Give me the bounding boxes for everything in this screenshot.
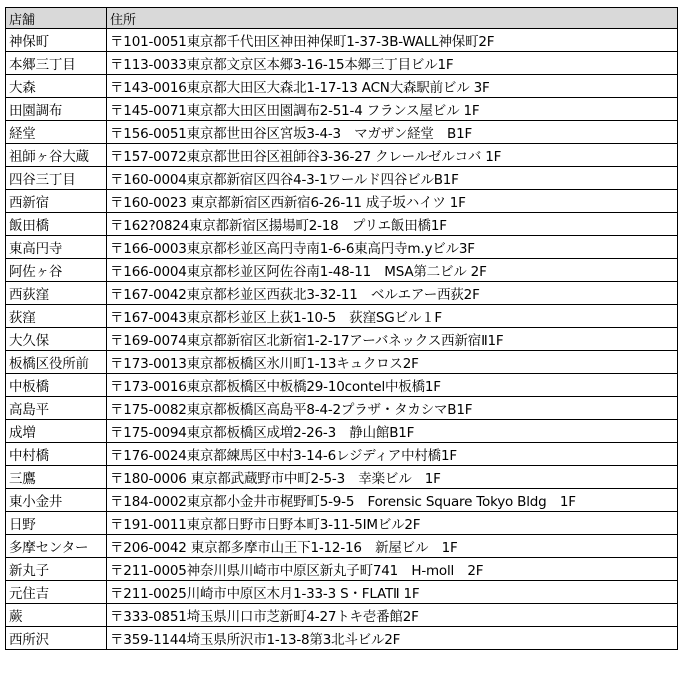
table-row <box>6 282 678 305</box>
address-cell: 〒160-0023 東京都新宿区西新宿6-26-11 成子坂ハイツ 1F <box>107 190 678 213</box>
table-row <box>6 627 678 650</box>
store-name-cell: 祖師ヶ谷大蔵 <box>6 144 107 167</box>
address-cell: 〒169-0074東京都新宿区北新宿1-2-17アーバネックス西新宿Ⅱ1F <box>107 328 678 351</box>
header-row <box>6 8 678 29</box>
header-store: 店舗 <box>6 8 107 29</box>
address-cell: 〒175-0094東京都板橋区成増2-26-3 静山館B1F <box>107 420 678 443</box>
address-cell: 〒157-0072東京都世田谷区祖師谷3-36-27 クレールゼルコバ 1F <box>107 144 678 167</box>
store-name-cell: 東高円寺 <box>6 236 107 259</box>
address-cell: 〒166-0004東京都杉並区阿佐谷南1-48-11 MSA第二ビル 2F <box>107 259 678 282</box>
address-cell: 〒145-0071東京都大田区田園調布2-51-4 フランス屋ビル 1F <box>107 98 678 121</box>
address-cell: 〒180-0006 東京都武蔵野市中町2-5-3 幸楽ビル 1F <box>107 466 678 489</box>
store-name-cell: 日野 <box>6 512 107 535</box>
address-cell: 〒113-0033東京都文京区本郷3-16-15本郷三丁目ビル1F <box>107 52 678 75</box>
store-name-cell: 大久保 <box>6 328 107 351</box>
store-address-sheet <box>5 7 678 650</box>
address-cell: 〒160-0004東京都新宿区四谷4-3-1ワールド四谷ビルB1F <box>107 167 678 190</box>
table-header <box>6 8 678 29</box>
store-name-cell: 荻窪 <box>6 305 107 328</box>
table-row <box>6 420 678 443</box>
table-row <box>6 397 678 420</box>
header-address: 住所 <box>107 8 678 29</box>
table-row <box>6 305 678 328</box>
address-cell: 〒162?0824東京都新宿区揚場町2-18 プリエ飯田橋1F <box>107 213 678 236</box>
table-row <box>6 190 678 213</box>
address-cell: 〒333-0851埼玉県川口市芝新町4-27トキ壱番館2F <box>107 604 678 627</box>
table-row <box>6 581 678 604</box>
table-row <box>6 466 678 489</box>
table-row <box>6 604 678 627</box>
address-cell: 〒173-0013東京都板橋区氷川町1-13キュクロス2F <box>107 351 678 374</box>
store-name-cell: 田園調布 <box>6 98 107 121</box>
store-name-cell: 阿佐ヶ谷 <box>6 259 107 282</box>
table-row <box>6 351 678 374</box>
address-cell: 〒167-0042東京都杉並区西荻北3-32-11 ベルエアー西荻2F <box>107 282 678 305</box>
store-name-cell: 経堂 <box>6 121 107 144</box>
address-cell: 〒175-0082東京都板橋区高島平8-4-2プラザ・タカシマB1F <box>107 397 678 420</box>
table-row <box>6 328 678 351</box>
table-row <box>6 443 678 466</box>
store-name-cell: 東小金井 <box>6 489 107 512</box>
store-name-cell: 高島平 <box>6 397 107 420</box>
address-cell: 〒166-0003東京都杉並区高円寺南1-6-6東高円寺m.yビル3F <box>107 236 678 259</box>
table-row <box>6 52 678 75</box>
address-cell: 〒167-0043東京都杉並区上荻1-10-5 荻窪SGビル１F <box>107 305 678 328</box>
store-name-cell: 新丸子 <box>6 558 107 581</box>
store-address-table <box>5 7 678 650</box>
address-cell: 〒101-0051東京都千代田区神田神保町1-37-3B-WALL神保町2F <box>107 29 678 52</box>
table-row <box>6 259 678 282</box>
table-row <box>6 121 678 144</box>
address-cell: 〒184-0002東京都小金井市梶野町5-9-5 Forensic Square Tokyo Bldg 1F <box>107 489 678 512</box>
address-cell: 〒143-0016東京都大田区大森北1-17-13 ACN大森駅前ビル 3F <box>107 75 678 98</box>
store-name-cell: 元住吉 <box>6 581 107 604</box>
store-name-cell: 中板橋 <box>6 374 107 397</box>
address-cell: 〒206-0042 東京都多摩市山王下1-12-16 新屋ビル 1F <box>107 535 678 558</box>
table-row <box>6 167 678 190</box>
table-row <box>6 236 678 259</box>
table-row <box>6 489 678 512</box>
store-name-cell: 本郷三丁目 <box>6 52 107 75</box>
table-row <box>6 558 678 581</box>
address-cell: 〒156-0051東京都世田谷区宮坂3-4-3 マガザン経堂 B1F <box>107 121 678 144</box>
store-name-cell: 四谷三丁目 <box>6 167 107 190</box>
address-cell: 〒173-0016東京都板橋区中板橋29-10contel中板橋1F <box>107 374 678 397</box>
table-row <box>6 512 678 535</box>
table-body <box>6 29 678 650</box>
table-row <box>6 535 678 558</box>
store-name-cell: 飯田橋 <box>6 213 107 236</box>
store-name-cell: 西荻窪 <box>6 282 107 305</box>
table-row <box>6 98 678 121</box>
table-row <box>6 75 678 98</box>
address-cell: 〒176-0024東京都練馬区中村3-14-6レジディア中村橋1F <box>107 443 678 466</box>
store-name-cell: 蕨 <box>6 604 107 627</box>
store-name-cell: 西新宿 <box>6 190 107 213</box>
store-name-cell: 中村橋 <box>6 443 107 466</box>
table-row <box>6 374 678 397</box>
address-cell: 〒211-0025川崎市中原区木月1-33-3 S・FLATⅡ 1F <box>107 581 678 604</box>
table-row <box>6 213 678 236</box>
address-cell: 〒359-1144埼玉県所沢市1-13-8第3北斗ビル2F <box>107 627 678 650</box>
table-row <box>6 29 678 52</box>
store-name-cell: 板橋区役所前 <box>6 351 107 374</box>
table-row <box>6 144 678 167</box>
store-name-cell: 多摩センター <box>6 535 107 558</box>
store-name-cell: 神保町 <box>6 29 107 52</box>
store-name-cell: 大森 <box>6 75 107 98</box>
store-name-cell: 西所沢 <box>6 627 107 650</box>
address-cell: 〒211-0005神奈川県川崎市中原区新丸子町741 H-moll 2F <box>107 558 678 581</box>
store-name-cell: 成増 <box>6 420 107 443</box>
store-name-cell: 三鷹 <box>6 466 107 489</box>
address-cell: 〒191-0011東京都日野市日野本町3-11-5IMビル2F <box>107 512 678 535</box>
